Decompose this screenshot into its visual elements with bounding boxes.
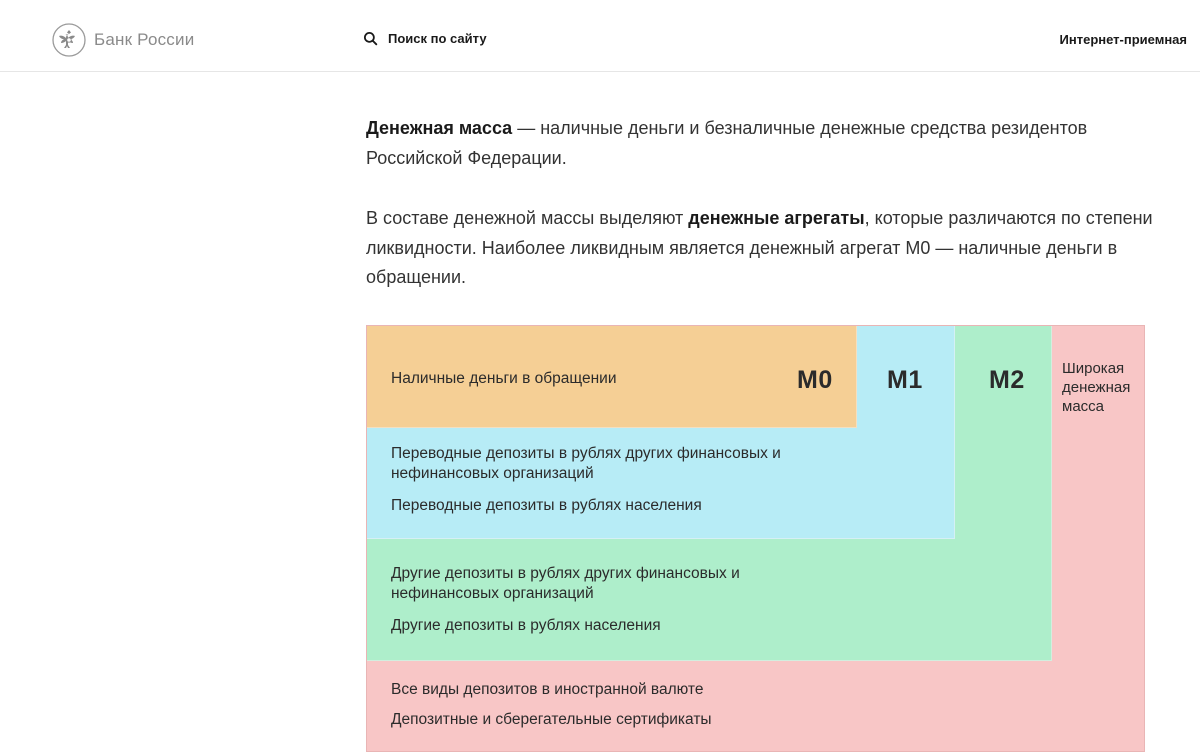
site-logo[interactable]	[52, 23, 194, 57]
term-money-aggregates: денежные агрегаты	[688, 208, 865, 228]
broad-description-1: Все виды депозитов в иностранной валюте	[391, 681, 704, 698]
m1-description-2: Переводные депозиты в рублях населения	[391, 497, 702, 514]
m1-description-1: Переводные депозиты в рублях других финансовых и нефинансовых организаций	[391, 445, 781, 482]
m2-description-2: Другие депозиты в рублях населения	[391, 617, 661, 634]
definition-text: — наличные деньги и безналичные денежные средства резидентов Российской Федерации.	[366, 118, 1088, 168]
aggregate-m2-label: М2	[989, 366, 1025, 394]
double-headed-eagle-icon	[52, 23, 86, 57]
aggregate-broad-label: Широкая денежная масса	[1062, 360, 1131, 415]
internet-reception-link[interactable]: Интернет-приемная	[1059, 32, 1187, 47]
site-header	[0, 0, 1200, 72]
aggregate-m0-label: М0	[797, 366, 833, 394]
money-aggregates-diagram	[366, 325, 1145, 752]
aggregates-text-rest: , которые различаются по степени ликвидности. Наиболее ликвидным является денежный агрегат М0 — наличные деньги в обращении.	[366, 208, 1153, 287]
definition-paragraph	[366, 114, 1156, 173]
m0-description: Наличные деньги в обращении	[391, 370, 617, 387]
m2-description-1: Другие депозиты в рублях других финансовых и нефинансовых организаций	[391, 565, 740, 602]
term-money-supply: Денежная масса	[366, 118, 513, 138]
search-label: Поиск по сайту	[388, 31, 487, 46]
aggregate-m1-label: М1	[887, 366, 923, 394]
logo-text: Банк России	[94, 30, 195, 49]
aggregates-text-start: В составе денежной массы выделяют	[366, 208, 689, 228]
search-icon	[363, 31, 378, 46]
article-content	[366, 114, 1156, 293]
broad-description-2: Депозитные и сберегательные сертификаты	[391, 711, 712, 728]
search-link[interactable]	[363, 31, 487, 46]
aggregates-paragraph	[366, 204, 1156, 293]
